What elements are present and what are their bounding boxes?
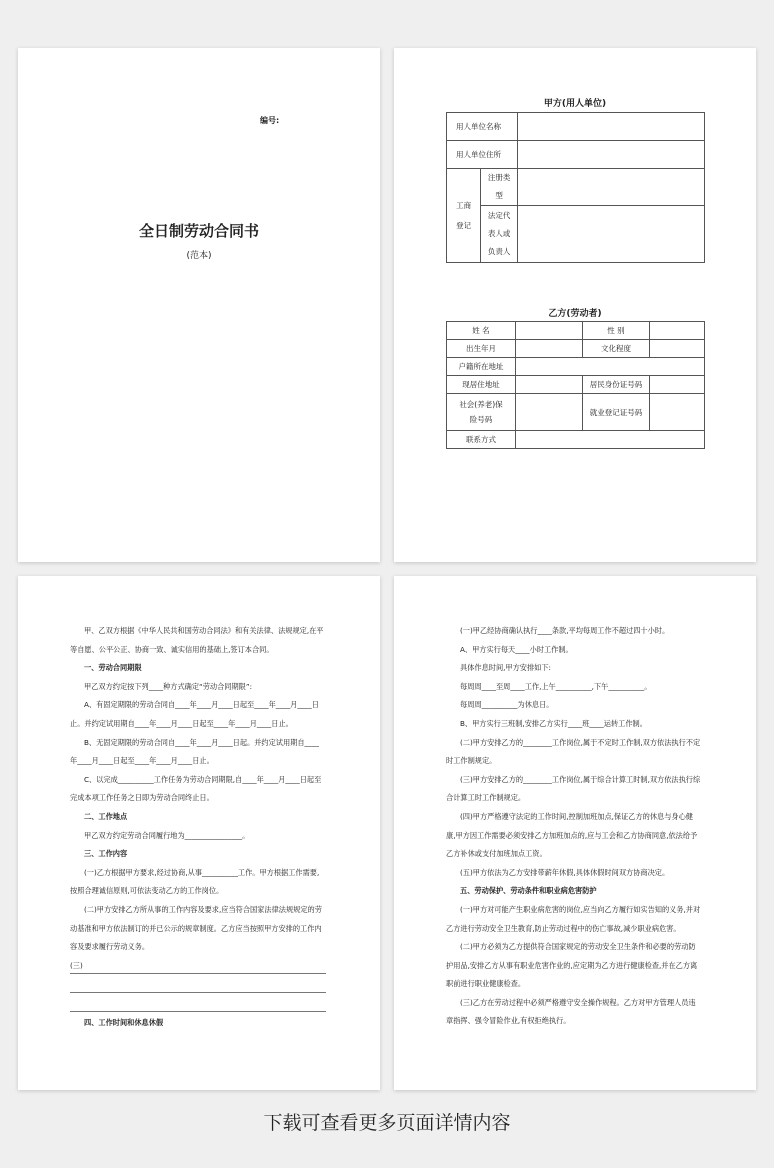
gender-field[interactable] xyxy=(650,322,705,340)
section-heading: 三、工作内容 xyxy=(84,849,128,859)
party-b-table xyxy=(446,321,705,449)
registration-type-field[interactable] xyxy=(518,169,705,206)
terms-text-1 xyxy=(70,622,326,1032)
section-heading: 二、工作地点 xyxy=(84,811,128,821)
party-a-title: 甲方(用人单位) xyxy=(543,99,607,109)
birth-date-field[interactable] xyxy=(516,340,583,358)
contact-label: 联系方式 xyxy=(447,431,516,449)
contract-terms-page-2 xyxy=(394,576,756,1090)
paragraph: 具体作息时间,甲方安排如下: xyxy=(460,663,551,673)
paragraph: B、无固定期限的劳动合同自____年____月____日起。并约定试用期自____年____月____日起至____年____月____日止。 xyxy=(70,737,319,766)
blank-line[interactable]: (三) xyxy=(70,957,326,974)
id-number-label: 居民身份证号码 xyxy=(583,376,650,394)
legal-representative-label: 法定代表人或负责人 xyxy=(481,206,518,263)
worker-name-label: 姓 名 xyxy=(447,322,516,340)
hukou-address-label: 户籍所在地址 xyxy=(447,358,516,376)
terms-text-2 xyxy=(446,622,702,1031)
contact-field[interactable] xyxy=(516,431,705,449)
education-field[interactable] xyxy=(650,340,705,358)
residence-address-field[interactable] xyxy=(516,376,583,394)
paragraph: (一)甲乙经协商确认执行____条款,平均每周工作不超过四十小时。 xyxy=(460,626,670,635)
paragraph: A、有固定期限的劳动合同自____年____月____日起至____年____月____日止。并约定试用期自____年____月____日起至____年____月____日止。 xyxy=(70,700,319,728)
contract-terms-page-1 xyxy=(18,576,380,1090)
employer-address-field[interactable] xyxy=(518,141,705,169)
employment-registration-label: 就业登记证号码 xyxy=(583,394,650,431)
section-heading: 五、劳动保护、劳动条件和职业病危害防护 xyxy=(460,886,597,896)
paragraph: (五)甲方依法为乙方安排带薪年休假,具体休假时间双方协商决定。 xyxy=(460,867,670,877)
paragraph: 甲、乙双方根据《中华人民共和国劳动合同法》和有关法律、法规规定,在平等自愿、公平公正、协商一致、诚实信用的基础上,签订本合同。 xyxy=(70,626,324,654)
paragraph: 每周周____至周____工作,上午__________,下午__________。 xyxy=(460,681,652,691)
employer-name-label: 用人单位名称 xyxy=(447,113,518,141)
residence-address-label: 现居住地址 xyxy=(447,376,516,394)
section-heading: 一、劳动合同期限 xyxy=(84,663,142,673)
paragraph: (一)甲方对可能产生职业病危害的岗位,应当向乙方履行如实告知的义务,并对乙方进行劳动安全卫生教育,防止劳动过程中的伤亡事故,减少职业病危害。 xyxy=(446,904,701,933)
legal-representative-field[interactable] xyxy=(518,206,705,263)
paragraph: C、以完成__________工作任务为劳动合同期限,自____年____月____日起至完成本项工作任务之日即为劳动合同终止日。 xyxy=(70,774,322,803)
party-b-title: 乙方(劳动者) xyxy=(548,309,602,319)
social-insurance-label: 社会(养老)保险号码 xyxy=(447,394,516,431)
hukou-address-field[interactable] xyxy=(516,358,705,376)
business-registration-label: 工商登记 xyxy=(447,169,481,263)
education-label: 文化程度 xyxy=(583,340,650,358)
birth-date-label: 出生年月 xyxy=(447,340,516,358)
blank-line[interactable] xyxy=(70,976,326,993)
employment-registration-field[interactable] xyxy=(650,394,705,431)
social-insurance-field[interactable] xyxy=(516,394,583,431)
gender-label: 性 别 xyxy=(583,322,650,340)
contract-subtitle: (范本) xyxy=(186,251,212,261)
contract-number-label: 编号: xyxy=(260,116,280,125)
paragraph: (四)甲方严格遵守法定的工作时间,控制加班加点,保证乙方的休息与身心健康,甲方因工作需要必须安排乙方加班加点的,应与工会和乙方协商同意,依法给予乙方补休或支付加班加点工资。 xyxy=(446,811,698,859)
download-more-caption: 下载可查看更多页面详情内容 xyxy=(263,1112,511,1134)
paragraph: 每周周__________为休息日。 xyxy=(460,700,554,710)
contract-title: 全日制劳动合同书 xyxy=(138,222,259,240)
paragraph: (二)甲方安排乙方的________工作岗位,属于不定时工作制,双方依法执行不定时工作制规定。 xyxy=(446,737,701,766)
paragraph: (二)甲方安排乙方所从事的工作内容及要求,应当符合国家法律法规规定的劳动基准和甲方依法制订的并已公示的规章制度。乙方应当按照甲方安排的工作内容及要求履行劳动义务。 xyxy=(70,904,322,952)
blank-line[interactable] xyxy=(70,995,326,1012)
parties-page xyxy=(394,48,756,562)
party-a-table xyxy=(446,112,705,263)
employer-address-label: 用人单位住所 xyxy=(447,141,518,169)
paragraph: (一)乙方根据甲方要求,经过协商,从事__________工作。甲方根据工作需要,按照合理诚信原则,可依法变动乙方的工作岗位。 xyxy=(70,867,320,896)
cover-page xyxy=(18,48,380,562)
paragraph: B、甲方实行三班制,安排乙方实行____班____运转工作制。 xyxy=(460,718,647,728)
paragraph: (三)甲方安排乙方的________工作岗位,属于综合计算工时制,双方依法执行综合计算工时工作制规定。 xyxy=(446,774,701,803)
paragraph: 甲乙双方约定按下列____种方式确定“劳动合同期限”: xyxy=(84,681,252,691)
registration-type-label: 注册类型 xyxy=(481,169,518,206)
paragraph: (三)乙方在劳动过程中必须严格遵守安全操作规程。乙方对甲方管理人员违章指挥、强令冒险作业,有权拒绝执行。 xyxy=(446,997,696,1026)
paragraph: A、甲方实行每天____小时工作制。 xyxy=(460,644,573,654)
paragraph: (二)甲方必须为乙方提供符合国家规定的劳动安全卫生条件和必要的劳动防护用品,安排乙方从事有职业危害作业的,应定期为乙方进行健康检查,并在乙方离职前进行职业健康检查。 xyxy=(446,942,698,989)
paragraph: 甲乙双方约定劳动合同履行地为________________。 xyxy=(84,830,250,840)
section-heading: 四、工作时间和休息休假 xyxy=(84,1017,164,1027)
employer-name-field[interactable] xyxy=(518,113,705,141)
worker-name-field[interactable] xyxy=(516,322,583,340)
id-number-field[interactable] xyxy=(650,376,705,394)
